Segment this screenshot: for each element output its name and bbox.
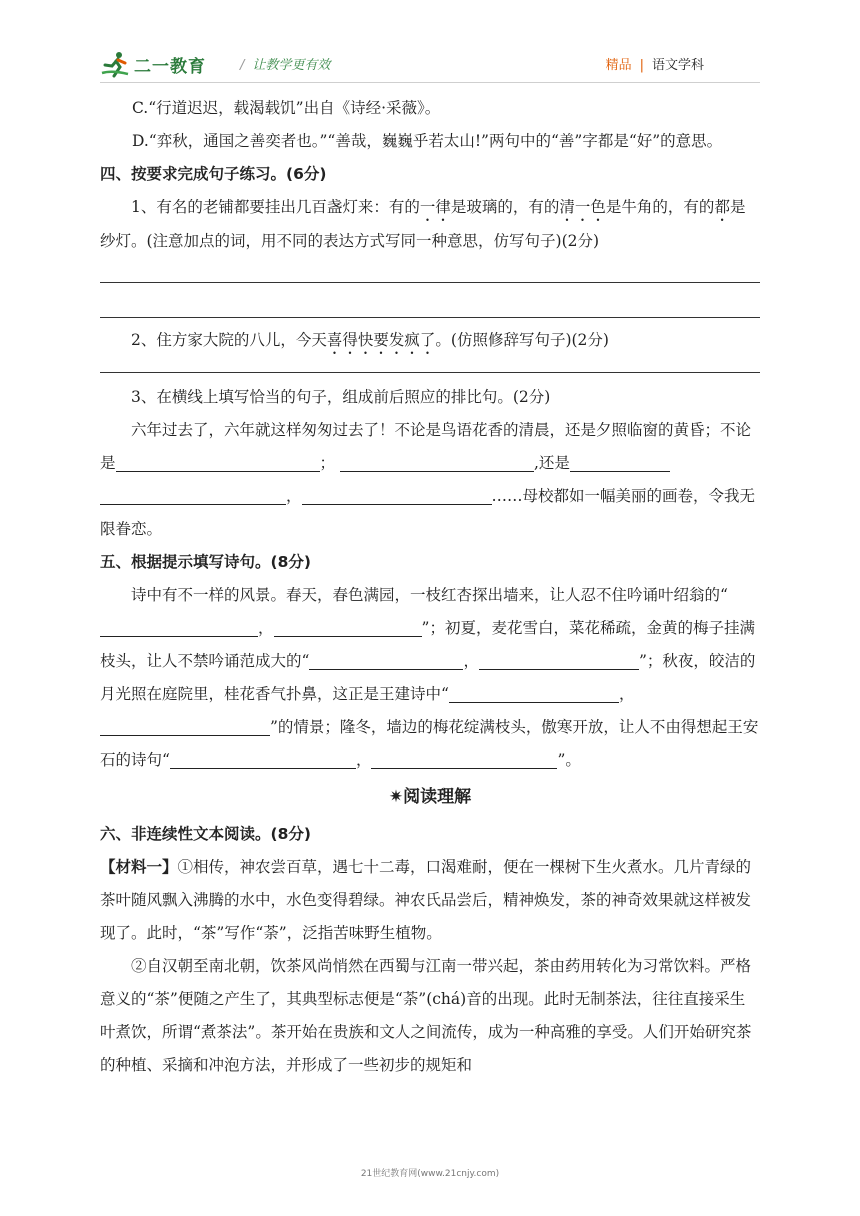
- q3-blank-2[interactable]: [340, 451, 534, 472]
- brand-logo: [100, 48, 206, 80]
- option-c: C.“行道迟迟，载渴载饥”出自《诗经·采薇》。: [132, 99, 441, 117]
- header-subject: 精品 | 语文学科: [605, 58, 704, 73]
- s5-blank-5[interactable]: [449, 682, 619, 703]
- document-body: [100, 92, 760, 1082]
- answer-line-2[interactable]: [100, 358, 760, 373]
- q1-dot-word-2: 清一色: [559, 198, 606, 216]
- runner-logo-icon: [100, 49, 130, 79]
- material-1-para-1: [100, 851, 760, 950]
- s5-comma-2: ，: [463, 652, 479, 670]
- option-d: D.“弈秋，通国之善奕者也。”“善哉，巍巍乎若太山!”两句中的“善”字都是“好”的意思。: [132, 132, 723, 150]
- section-6-title: 六、非连续性文本阅读。(8分): [100, 825, 311, 843]
- header-divider: [100, 82, 760, 83]
- q3-text-b: ……母校都如一幅美丽的画卷，令我无限眷恋。: [100, 487, 756, 538]
- q3-blank-3b[interactable]: [100, 484, 286, 505]
- s5-text-c: ”；秋夜，皎洁的月光照在庭院里，桂花香气扑鼻，这正是王建诗中“: [100, 652, 756, 703]
- s5-blank-7[interactable]: [170, 748, 356, 769]
- page-header: [100, 44, 760, 84]
- s5-comma-4: ，: [355, 751, 372, 769]
- q1-text-b: 是玻璃的，有的: [450, 198, 560, 216]
- s5-blank-6[interactable]: [100, 715, 270, 736]
- q3-sep-2: ,还是: [533, 454, 570, 472]
- s5-comma-1: ，: [258, 619, 274, 637]
- s5-comma-3: ，: [618, 685, 635, 703]
- q1-dot-word-3: 都: [714, 198, 730, 216]
- q2-dot-words: 喜得快要发疯了: [326, 331, 436, 349]
- s5-blank-3[interactable]: [309, 649, 463, 670]
- logo-text: 二一教育: [134, 56, 206, 77]
- q3-sep-3: ，: [286, 487, 302, 505]
- section-5-title: 五、根据提示填写诗句。(8分): [100, 553, 311, 571]
- q1-text-d: 是纱灯。(注意加点的词，用不同的表达方式写同一种意思，仿写句子)(2分): [100, 198, 746, 250]
- subject-label: 语文学科: [651, 58, 704, 73]
- s5-blank-4[interactable]: [479, 649, 639, 670]
- s5-blank-1[interactable]: [100, 616, 258, 637]
- slogan-text: 让教学更有效: [252, 58, 331, 73]
- question-3-title: 3、在横线上填写恰当的句子，组成前后照应的排比句。(2分): [131, 388, 551, 406]
- slogan: / 让教学更有效: [240, 58, 331, 73]
- s5-text-e: ”。: [557, 751, 581, 769]
- reading-section-title: ✷阅读理解: [388, 787, 472, 807]
- section-4-title: 四、按要求完成句子练习。(6分): [100, 165, 327, 183]
- q1-dot-word-1: 一律: [419, 198, 451, 216]
- question-3-body: [100, 414, 760, 546]
- q3-blank-1[interactable]: [116, 451, 320, 472]
- q3-blank-4[interactable]: [302, 484, 492, 505]
- section-5-body: [100, 579, 760, 777]
- s5-text-d: ”的情景；隆冬，墙边的梅花绽满枝头，傲寒开放，让人不由得想起王安石的诗句“: [100, 718, 759, 769]
- q3-text-a: 六年过去了，六年就这样匆匆过去了！不论是鸟语花香的清晨，还是夕照临窗的黄昏；不论是: [100, 421, 752, 472]
- q2-text-b: 。(仿照修辞写句子)(2分): [435, 331, 609, 349]
- answer-line-1a[interactable]: [100, 258, 760, 283]
- q3-blank-3a[interactable]: [570, 451, 670, 472]
- material-1-para-2: ②自汉朝至南北朝，饮茶风尚悄然在西蜀与江南一带兴起，茶由药用转化为习常饮料。严格意义的“茶”便随之产生了，其典型标志便是“荼”(chá)音的出现。此时无制茶法，往往直接采生叶煮饮，所谓“煮茶法”。茶开始在贵族和文人之间流传，成为一种高雅的享受。人们开始研究茶的种植、采摘和冲泡方法，并形成了一些初步的规矩和: [100, 957, 752, 1074]
- s5-text-a: 诗中有不一样的风景。春天，春色满园，一枝红杏探出墙来，让人忍不住吟诵叶绍翁的“: [131, 586, 728, 604]
- s5-text-b: ”；初夏，麦花雪白，菜花稀疏，金黄的梅子挂满枝头，让人不禁吟诵范成大的“: [100, 619, 755, 670]
- material-1-label: 【材料一】: [100, 858, 178, 876]
- question-2: [100, 324, 760, 358]
- material-1-text-1: ①相传，神农尝百草，遇七十二毒，口渴难耐，便在一棵树下生火煮水。几片青绿的茶叶随风飘入沸腾的水中，水色变得碧绿。神农氏品尝后，精神焕发，茶的神奇效果就这样被发现了。此时，“茶”写作“荼”，泛指苦味野生植物。: [100, 858, 752, 942]
- q1-text-c: 是牛角的，有的: [605, 198, 715, 216]
- q1-text-a: 1、有名的老铺都要挂出几百盏灯来：有的: [131, 198, 420, 216]
- answer-line-1b[interactable]: [100, 283, 760, 318]
- s5-blank-2[interactable]: [274, 616, 422, 637]
- s5-blank-8[interactable]: [371, 748, 557, 769]
- page-footer: 21世纪教育网(www.21cnjy.com): [360, 1169, 500, 1179]
- q3-sep-1: ；: [319, 454, 336, 472]
- quality-label: 精品: [605, 58, 632, 73]
- question-1: [100, 191, 760, 258]
- q2-text-a: 2、住方家大院的八儿，今天: [131, 331, 327, 349]
